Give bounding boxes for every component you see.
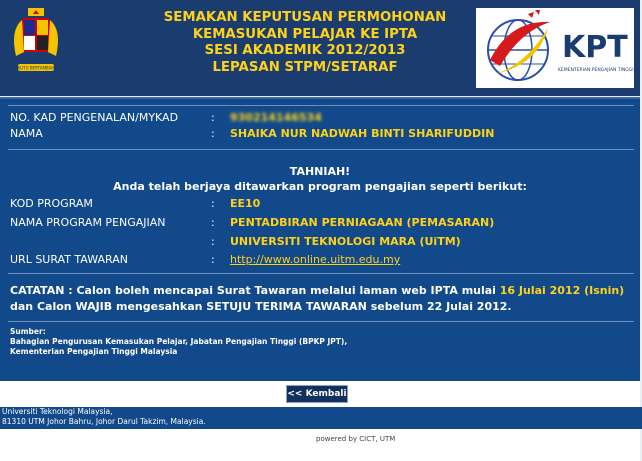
divider (8, 273, 634, 274)
program-name: PENTADBIRAN PERNIAGAAN (PEMASARAN) (230, 216, 495, 229)
separator: : (211, 111, 215, 124)
program-code: EE10 (230, 197, 261, 210)
offer-url-link[interactable]: http://www.online.uitm.edu.my (230, 253, 401, 266)
divider (8, 105, 634, 106)
back-button[interactable]: << Kembali (286, 385, 348, 403)
title-line: SEMAKAN KEPUTUSAN PERMOHONAN (163, 10, 447, 25)
name-label: NAMA (10, 127, 43, 140)
congrats-heading: TAHNIAH! (289, 165, 351, 178)
footer (0, 407, 642, 429)
program-code-label: KOD PROGRAM (10, 197, 93, 210)
source-line: Kementerian Pengajian Tinggi Malaysia (10, 347, 178, 356)
powered-by: powered by CICT, UTM (316, 435, 396, 443)
separator: : (211, 253, 215, 266)
kpt-logo-text: KPT (562, 30, 628, 65)
divider (8, 149, 634, 150)
ic-label: NO. KAD PENGENALAN/MYKAD (10, 111, 179, 124)
university-name: UNIVERSITI TEKNOLOGI MARA (UiTM) (230, 235, 461, 248)
result-panel (0, 97, 640, 382)
source-line: Bahagian Pengurusan Kemasukan Pelajar, Jabatan Pengajian Tinggi (BPKP JPT), (10, 337, 348, 346)
note-text: dan Calon WAJIB mengesahkan SETUJU TERIMA TAWARAN sebelum 22 Julai 2012. (10, 300, 512, 313)
back-bar (0, 381, 640, 407)
page-title (110, 10, 500, 76)
page-header (0, 0, 640, 96)
footer-credit (0, 429, 640, 461)
note-date: 16 Julai 2012 (Isnin) (499, 284, 625, 297)
kpt-logo (476, 8, 634, 88)
name-value: SHAIKA NUR NADWAH BINTI SHARIFUDDIN (230, 127, 495, 140)
source-label: Sumber: (10, 327, 46, 336)
separator: : (211, 197, 215, 210)
title-line: KEMASUKAN PELAJAR KE IPTA (192, 26, 418, 42)
note-text: CATATAN : Calon boleh mencapai Surat Tawaran melalui laman web IPTA mulai (10, 284, 500, 297)
program-name-label: NAMA PROGRAM PENGAJIAN (10, 216, 166, 229)
source-credit (10, 327, 347, 357)
note (10, 283, 630, 315)
separator: : (211, 127, 215, 140)
malaysia-coat-of-arms-icon (4, 6, 68, 88)
separator: : (211, 216, 215, 229)
title-line: LEPASAN STPM/SETARAF (212, 59, 398, 75)
offer-url-label: URL SURAT TAWARAN (10, 253, 128, 266)
kpt-logo-subtext: KEMENTERIAN PENGAJIAN TINGGI (558, 68, 634, 73)
svg-text:BERSEKUTU BERTAMBAH MUTU: BERSEKUTU BERTAMBAH MUTU (4, 65, 68, 71)
separator: : (211, 235, 215, 248)
footer-line: 81310 UTM Johor Bahru, Johor Darul Takzim, Malaysia. (2, 417, 206, 426)
divider (8, 321, 634, 322)
offer-message: Anda telah berjaya ditawarkan program pengajian seperti berikut: (113, 180, 527, 193)
ic-value: 930214146534 (230, 111, 322, 124)
footer-line: Universiti Teknologi Malaysia, (2, 407, 113, 416)
title-line: SESI AKADEMIK 2012/2013 (204, 43, 406, 58)
